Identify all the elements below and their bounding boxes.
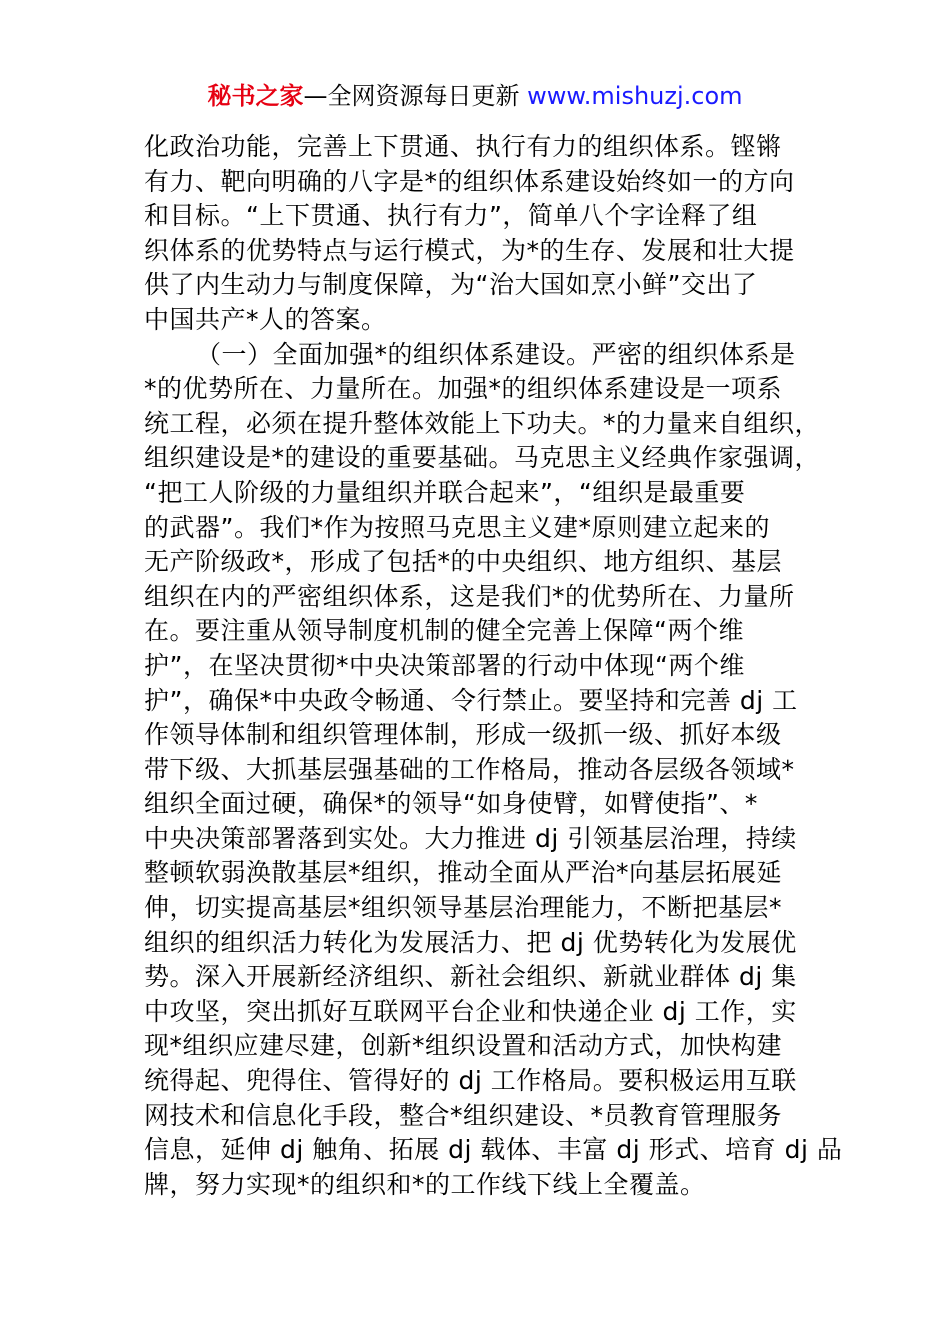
site-tagline: —全网资源每日更新 bbox=[303, 82, 528, 110]
text-line: 伸，切实提高基层*组织领导基层治理能力，不断把基层* bbox=[144, 893, 783, 923]
text-line: 织体系的优势特点与运行模式，为*的生存、发展和壮大提 bbox=[144, 235, 795, 265]
text-line: 供了内生动力与制度保障，为“治大国如烹小鲜”交出了 bbox=[144, 270, 758, 300]
text-line: 现*组织应建尽建，创新*组织设置和活动方式，加快构建 bbox=[144, 1031, 783, 1061]
text-line: 势。深入开展新经济组织、新社会组织、新就业群体 dj 集 bbox=[144, 962, 797, 992]
site-brand: 秘书之家 bbox=[207, 82, 304, 110]
text-line: 化政治功能，完善上下贯通、执行有力的组织体系。铿锵 bbox=[144, 132, 782, 161]
text-line: 作领导体制和组织管理体制，形成一级抓一级、抓好本级 bbox=[144, 720, 782, 750]
text-line: 中国共产*人的答案。 bbox=[144, 304, 387, 334]
text-line: 护”，确保*中央政令畅通、令行禁止。要坚持和完善 dj 工 bbox=[144, 685, 798, 715]
text-line: 的武器”。我们*作为按照马克思主义建*原则建立起来的 bbox=[144, 512, 770, 542]
text-line: 无产阶级政*，形成了包括*的中央组织、地方组织、基层 bbox=[144, 547, 783, 577]
text-line: 组织建设是*的建设的重要基础。马克思主义经典作家强调， bbox=[144, 443, 821, 473]
text-line: 带下级、大抓基层强基础的工作格局，推动各层级各领域* bbox=[144, 754, 795, 784]
text-line: 在。要注重从领导制度机制的健全完善上保障“两个维 bbox=[144, 616, 744, 646]
site-header bbox=[0, 80, 950, 112]
document-body bbox=[144, 130, 843, 1202]
text-line: “把工人阶级的力量组织并联合起来”，“组织是最重要 bbox=[144, 477, 746, 507]
text-line: 统工程，必须在提升整体效能上下功夫。*的力量来自组织， bbox=[144, 408, 821, 438]
section-heading-line: （一）全面加强*的组织体系建设。严密的组织体系是 bbox=[196, 339, 796, 369]
text-line: 中攻坚，突出抓好互联网平台企业和快递企业 dj 工作，实 bbox=[144, 996, 797, 1026]
text-line: 有力、靶向明确的八字是*的组织体系建设始终如一的方向 bbox=[144, 166, 795, 196]
text-line: 中央决策部署落到实处。大力推进 dj 引领基层治理，持续 bbox=[144, 823, 797, 853]
text-line: 整顿软弱涣散基层*组织，推动全面从严治*向基层拓展延 bbox=[144, 858, 783, 888]
text-line: 信息，延伸 dj 触角、拓展 dj 载体、丰富 dj 形式、培育 dj 品 bbox=[144, 1135, 843, 1165]
text-line: 网技术和信息化手段，整合*组织建设、*员教育管理服务 bbox=[144, 1100, 783, 1130]
text-line: 组织在内的严密组织体系，这是我们*的优势所在、力量所 bbox=[144, 581, 795, 611]
text-line: 牌，努力实现*的组织和*的工作线下线上全覆盖。 bbox=[144, 1169, 706, 1199]
text-line: *的优势所在、力量所在。加强*的组织体系建设是一项系 bbox=[144, 374, 783, 404]
text-line: 护”，在坚决贯彻*中央决策部署的行动中体现“两个维 bbox=[144, 650, 745, 680]
text-line: 和目标。“上下贯通、执行有力”，简单八个字诠释了组 bbox=[144, 201, 758, 231]
text-line: 统得起、兜得住、管得好的 dj 工作格局。要积极运用互联 bbox=[144, 1066, 797, 1096]
text-line: 组织全面过硬，确保*的领导“如身使臂，如臂使指”、* bbox=[144, 789, 758, 819]
site-url-link[interactable]: www.mishuzj.com bbox=[527, 82, 743, 110]
text-line: 组织的组织活力转化为发展活力、把 dj 优势转化为发展优 bbox=[144, 927, 797, 957]
